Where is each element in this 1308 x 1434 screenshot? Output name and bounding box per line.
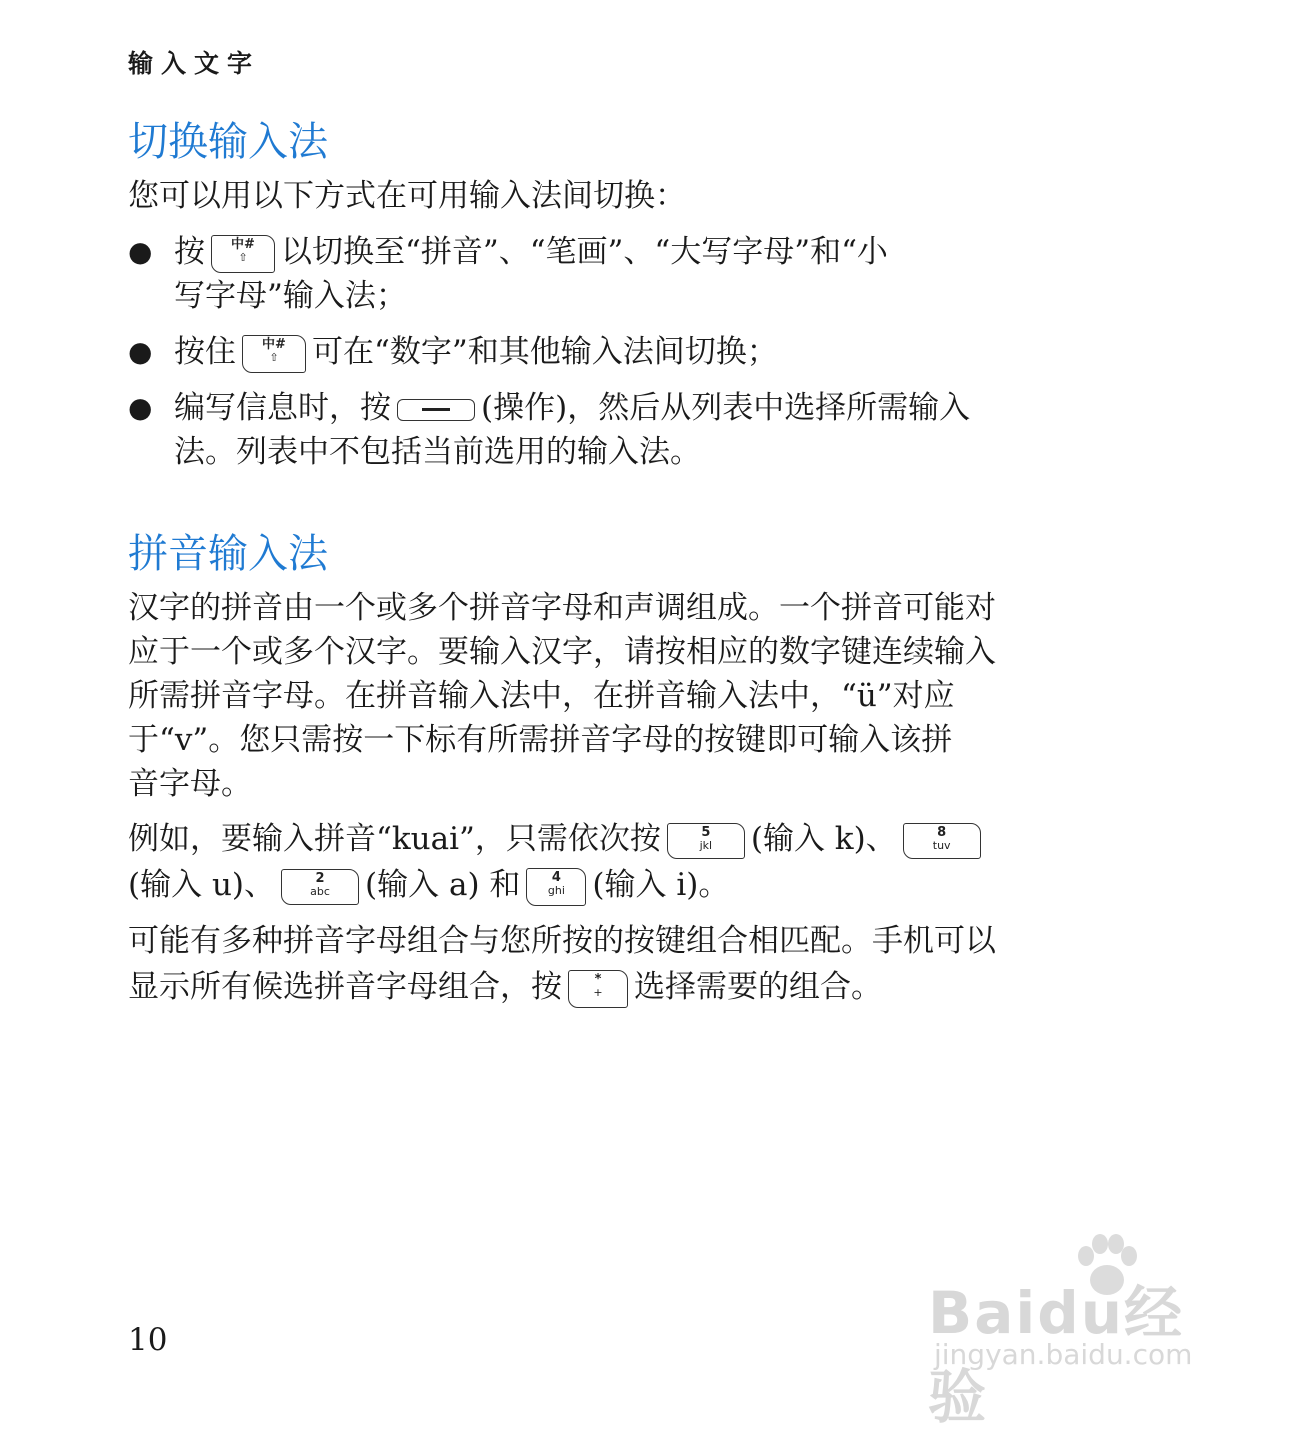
list-item: ● 按 中# ⇧ 以切换至“拼音”、“笔画”、“大写字母”和“小 写字母”输入法； <box>128 234 888 314</box>
section-title-switch-input: 切换输入法 <box>128 119 328 165</box>
switch-methods-list <box>128 230 1128 474</box>
list-item: ● 编写信息时，按 (操作)，然后从列表中选择所需输入 法。列表中不包括当前选用的输入法。 <box>128 390 971 470</box>
key-2-icon: 2 abc <box>281 869 359 905</box>
pinyin-example: 例如，要输入拼音“kuai”，只需依次按 5 jkl (输入 k)、 8 tuv (输入 u)、 2 abc (输入 a) 和 4 ghi (输入 i)。 <box>128 816 1148 908</box>
key-4-icon: 4 ghi <box>526 868 586 906</box>
pinyin-description: 汉字的拼音由一个或多个拼音字母和声调组成。一个拼音可能对 应于一个或多个汉字。要输入汉字，请按相应的数字键连续输入 所需拼音字母。在拼音输入法中，在拼音输入法中，“ü”对应 于“v”。您只需按一下标有所需拼音字母的按键即可输入该拼 音字母。 <box>128 590 996 802</box>
hash-key-icon: 中# ⇧ <box>242 335 306 373</box>
section1-intro: 您可以用以下方式在可用输入法间切换： <box>128 178 686 214</box>
key-5-icon: 5 jkl <box>667 823 745 859</box>
running-header: 输入文字 <box>128 49 261 78</box>
page-number: 10 <box>128 1322 168 1358</box>
watermark-url: jingyan.baidu.com <box>934 1338 1193 1371</box>
section-title-pinyin: 拼音输入法 <box>128 531 328 577</box>
watermark-logo: Baidu经验 <box>928 1279 1185 1431</box>
baidu-watermark <box>922 1240 1222 1431</box>
list-item: ● 按住 中# ⇧ 可在“数字”和其他输入法间切换； <box>128 330 1128 374</box>
hash-key-icon: 中# ⇧ <box>211 235 275 273</box>
key-8-icon: 8 tuv <box>903 823 981 859</box>
star-key-icon: * + <box>568 970 628 1008</box>
left-softkey-icon <box>397 399 475 421</box>
pinyin-combination-note: 可能有多种拼音字母组合与您所按的按键组合相匹配。手机可以 显示所有候选拼音字母组合，按 * + 选择需要的组合。 <box>128 918 1148 1010</box>
